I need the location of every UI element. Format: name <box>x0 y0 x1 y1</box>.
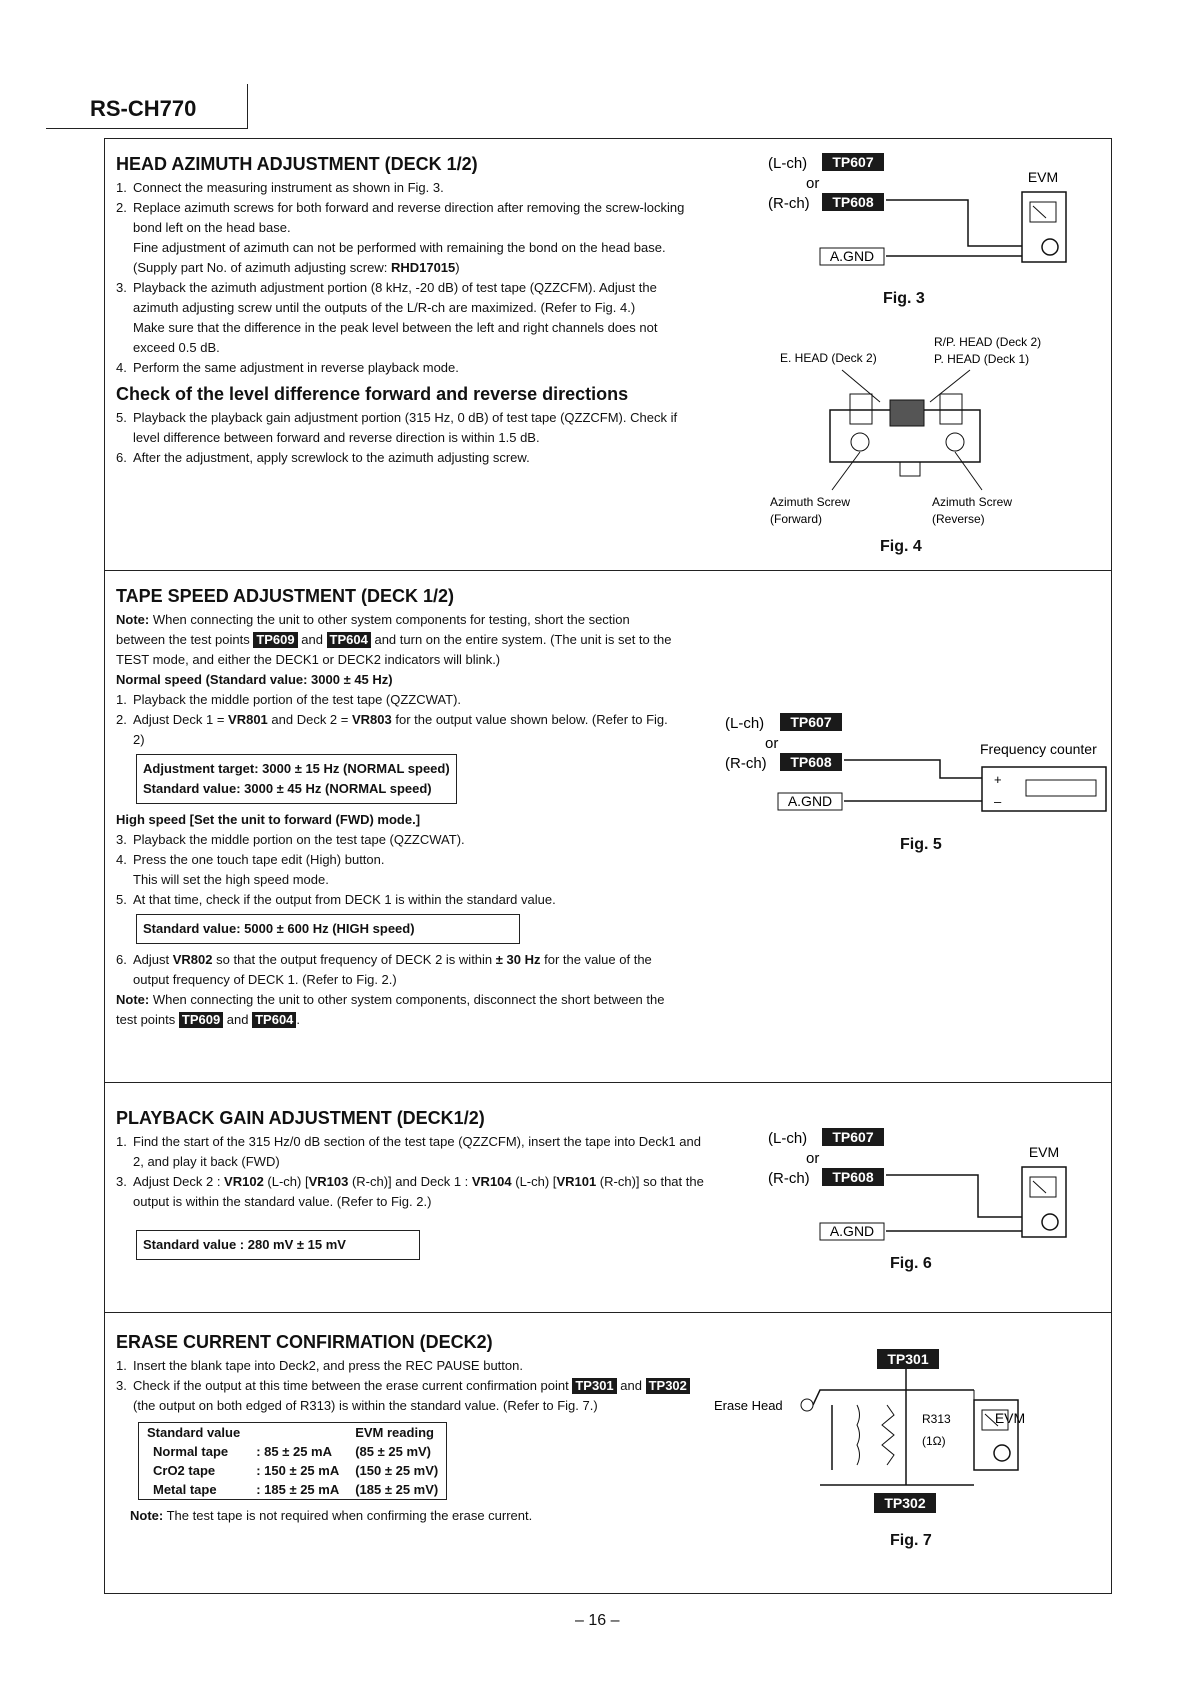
svg-text:(Forward): (Forward) <box>770 512 823 526</box>
test-point-badge: TP604 <box>252 1012 296 1028</box>
erase-current-table <box>138 1422 447 1500</box>
azimuth-fwd-label: Azimuth Screw <box>770 495 851 509</box>
azimuth-rev-label: Azimuth Screw <box>932 495 1013 509</box>
or-label: or <box>765 735 779 752</box>
page-number: – 16 – <box>575 1612 620 1629</box>
fig4-diagram <box>760 330 1090 530</box>
step: 2. Adjust Deck 1 = VR801 and Deck 2 = VR803 for the output value shown below. (Refer to Fig. 2) <box>116 712 668 747</box>
agnd-label: A.GND <box>829 248 875 264</box>
section-subtitle: Check of the level difference forward and reverse directions <box>116 384 629 404</box>
rch-label: (R-ch) <box>725 755 767 772</box>
rch-label: (R-ch) <box>768 195 810 212</box>
lch-label: (L-ch) <box>768 1130 808 1147</box>
p-head-label: P. HEAD (Deck 1) <box>934 352 1030 366</box>
svg-text:(Reverse): (Reverse) <box>932 512 985 526</box>
test-point-badge: TP301 <box>572 1378 616 1394</box>
step: 4. Press the one touch tape edit (High) button. This will set the high speed mode. <box>116 852 385 887</box>
tp608-badge: TP608 <box>790 754 832 770</box>
step: 1. Insert the blank tape into Deck2, and press the REC PAUSE button. <box>116 1358 523 1373</box>
section-title: ERASE CURRENT CONFIRMATION (DECK2) <box>116 1332 493 1352</box>
test-point-badge: TP609 <box>253 632 297 648</box>
section-divider <box>104 570 1112 571</box>
section-divider <box>104 1312 1112 1313</box>
step: 4. Perform the same adjustment in reverse playback mode. <box>116 360 459 375</box>
header-rule-tick <box>247 84 248 129</box>
fig6-label: Fig. 6 <box>890 1255 932 1272</box>
step: 2. Replace azimuth screws for both forward and reverse direction after removing the screw-locking bond left on the head base. Fine adjustment of azimuth can not be performed with remaining the bond on the head base. (Supply part No. of azimuth adjusting screw: RHD17015) <box>116 200 685 275</box>
rch-label: (R-ch) <box>768 1170 810 1187</box>
table-row: Metal tape : 185 ± 25 mA (185 ± 25 mV) <box>153 1482 439 1497</box>
fig6-diagram <box>760 1125 1100 1245</box>
tp302-badge: TP302 <box>884 1495 926 1511</box>
test-point-badge: TP302 <box>646 1378 690 1394</box>
frequency-counter-label: Frequency counter <box>980 741 1097 757</box>
note: Note: The test tape is not required when confirming the erase current. <box>130 1508 533 1523</box>
fig7-diagram <box>712 1345 1102 1525</box>
step: 1. Find the start of the 315 Hz/0 dB section of the test tape (QZZCFM), insert the tape into Deck1 and 2, and play it back (FWD) <box>116 1134 701 1169</box>
section-title: PLAYBACK GAIN ADJUSTMENT (DECK1/2) <box>116 1108 485 1128</box>
step: 3. Check if the output at this time between the erase current confirmation point TP301 and TP302 (the output on both edged of R313) is within the standard value. (Refer to Fig. 7.) <box>116 1376 696 1416</box>
high-speed-heading: High speed [Set the unit to forward (FWD) mode.] <box>116 812 421 827</box>
step: 3. Adjust Deck 2 : VR102 (L-ch) [VR103 (R-ch)] and Deck 1 : VR104 (L-ch) [VR101 (R-ch)] so that the output is within the standard value. (Refer to Fig. 2.) <box>116 1174 704 1209</box>
section-divider <box>104 1082 1112 1083</box>
table-row: Normal tape : 85 ± 25 mA (85 ± 25 mV) <box>153 1444 431 1459</box>
tp608-badge: TP608 <box>832 194 874 210</box>
svg-text:+: + <box>994 772 1002 787</box>
normal-speed-heading: Normal speed (Standard value: 3000 ± 45 Hz) <box>116 672 393 687</box>
erase-head-label: Erase Head <box>714 1398 783 1413</box>
lch-label: (L-ch) <box>725 715 765 732</box>
tp607-badge: TP607 <box>832 1129 874 1145</box>
evm-label: EVM <box>994 1410 1026 1426</box>
note: Note: When connecting the unit to other system components for testing, short the section between the test points TP609 and TP604 and turn on the entire system. (The unit is set to the TEST mode, and either the DECK1 or DECK2 indicators will blink.) <box>116 612 672 667</box>
rp-head-label: R/P. HEAD (Deck 2) <box>934 335 1042 349</box>
svg-text:(1Ω): (1Ω) <box>922 1434 946 1448</box>
step: 1. Connect the measuring instrument as shown in Fig. 3. <box>116 180 444 195</box>
tp607-badge: TP607 <box>832 154 874 170</box>
model-number: RS-CH770 <box>90 96 197 121</box>
agnd-label: A.GND <box>787 793 833 809</box>
table-row: CrO2 tape : 150 ± 25 mA (150 ± 25 mV) <box>153 1463 439 1478</box>
tp301-badge: TP301 <box>887 1351 929 1367</box>
step: 6. After the adjustment, apply screwlock to the azimuth adjusting screw. <box>116 450 530 465</box>
fig5-diagram <box>720 710 1120 820</box>
step: 3. Playback the middle portion on the test tape (QZZCWAT). <box>116 832 465 847</box>
fig3-diagram <box>760 150 1100 270</box>
table-header-row: Standard value EVM reading <box>147 1425 434 1440</box>
high-speed-standard-box: Standard value: 5000 ± 600 Hz (HIGH speed) <box>136 914 520 944</box>
tp607-badge: TP607 <box>790 714 832 730</box>
or-label: or <box>806 1150 820 1167</box>
or-label: or <box>806 175 820 192</box>
fig4-label: Fig. 4 <box>880 538 922 555</box>
section-title: HEAD AZIMUTH ADJUSTMENT (DECK 1/2) <box>116 154 478 174</box>
standard-value-box: Standard value : 280 mV ± 15 mV <box>136 1230 420 1260</box>
tape-speed-section <box>116 584 676 1030</box>
test-point-badge: TP609 <box>179 1012 223 1028</box>
test-point-badge: TP604 <box>327 632 371 648</box>
adjustment-target-box: Adjustment target: 3000 ± 15 Hz (NORMAL speed) Standard value: 3000 ± 45 Hz (NORMAL speed) <box>136 754 457 804</box>
erase-current-section <box>116 1330 696 1526</box>
e-head-label: E. HEAD (Deck 2) <box>780 351 877 365</box>
header-rule <box>46 128 248 129</box>
r313-label: R313 <box>922 1412 951 1426</box>
step: 1. Playback the middle portion of the test tape (QZZCWAT). <box>116 692 462 707</box>
head-azimuth-section <box>116 152 696 468</box>
fig3-label: Fig. 3 <box>883 290 925 307</box>
section-title: TAPE SPEED ADJUSTMENT (DECK 1/2) <box>116 586 455 606</box>
evm-label: EVM <box>1027 169 1059 185</box>
note: Note: When connecting the unit to other system components, disconnect the short between the test points TP609 and TP604 . <box>116 992 665 1027</box>
lch-label: (L-ch) <box>768 155 808 172</box>
fig5-label: Fig. 5 <box>900 836 942 853</box>
playback-gain-section <box>116 1106 706 1266</box>
agnd-label: A.GND <box>829 1223 875 1239</box>
tp608-badge: TP608 <box>832 1169 874 1185</box>
step: 3. Playback the azimuth adjustment portion (8 kHz, -20 dB) of test tape (QZZCFM). Adjust the azimuth adjusting screw until the outputs of the L/R-ch are maximized. (Refer to Fig. 4.) Make sure that the difference in the peak level between the left and right channels does not exceed 0.5 dB. <box>116 280 658 355</box>
fig7-label: Fig. 7 <box>890 1532 932 1549</box>
svg-text:–: – <box>994 794 1002 809</box>
evm-label: EVM <box>1028 1144 1060 1160</box>
step: 5. At that time, check if the output from DECK 1 is within the standard value. <box>116 892 556 907</box>
step: 6. Adjust VR802 so that the output frequency of DECK 2 is within ± 30 Hz for the value of the output frequency of DECK 1. (Refer to Fig. 2.) <box>116 952 652 987</box>
step: 5. Playback the playback gain adjustment portion (315 Hz, 0 dB) of test tape (QZZCFM). Check if level difference between forward and reverse direction is within 1.5 dB. <box>116 410 678 445</box>
